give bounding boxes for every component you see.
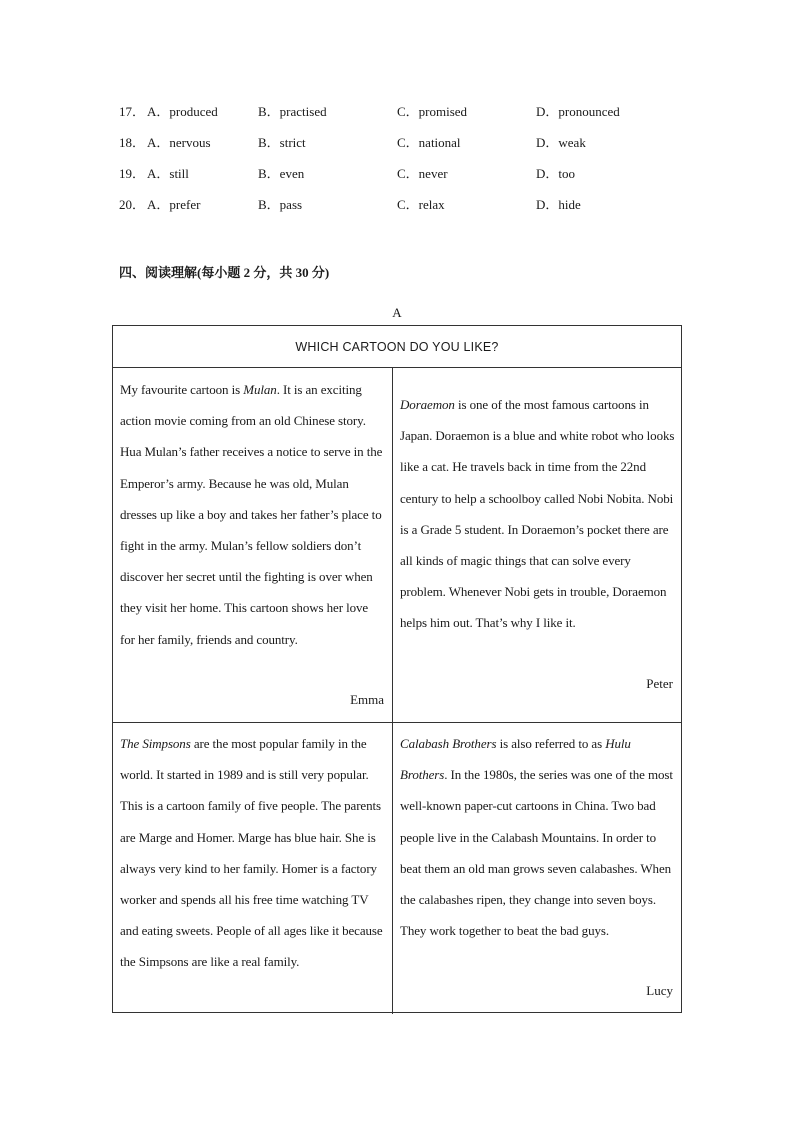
cartoon-title: Doraemon	[400, 397, 455, 412]
emma-text: My favourite cartoon is Mulan. It is an exciting action movie coming from an old Chinese story. Hua Mulan’s father receives a notice to serve in the Emperor’s army. Because he was old, Mulan dresses up like a boy and takes her father’s place to fight in the army. Mulan’s fellow soldiers don’t discover her secret until the fighting is over when they visit her home. This cartoon shows her love for her family, friends and country.	[120, 382, 383, 647]
option-b: B．strict	[258, 135, 306, 150]
passage-label: A	[392, 305, 402, 320]
question-number: 20．	[119, 197, 146, 212]
lucy-cell	[393, 728, 683, 946]
option-c: C．promised	[397, 104, 468, 119]
question-number: 18．	[119, 135, 146, 150]
option-c: C．never	[397, 166, 448, 181]
cartoon-table	[112, 325, 682, 1013]
option-d: D．pronounced	[536, 104, 620, 119]
cartoon-title: Mulan	[243, 382, 277, 397]
option-a: A．prefer	[147, 197, 201, 212]
simpsons-text: The Simpsons are the most popular family in the world. It started in 1989 and is still very popular. This is a cartoon family of five people. The parents are Marge and Homer. Marge has blue hair. She is always very kind to her family. Homer is a factory worker and spends all his free time watching TV and eating sweets. People of all ages like it because the Simpsons are like a real family.	[120, 736, 383, 970]
simpsons-cell	[113, 728, 392, 978]
option-c: C．national	[397, 135, 461, 150]
peter-text: Doraemon is one of the most famous cartoons in Japan. Doraemon is a blue and white robot who looks like a cat. He travels back in time from the 22nd century to help a schoolboy called Nobi Nobita. Nobi is a Grade 5 student. In Doraemon’s pocket there are all kinds of magic things that can solve every problem. Whenever Nobi gets in trouble, Doraemon helps him out. That’s why I like it.	[400, 397, 675, 631]
row-divider	[113, 722, 681, 723]
peter-name: Peter	[646, 676, 673, 691]
lucy-text: Calabash Brothers is also referred to as Hulu Brothers. In the 1980s, the series was one of the most well-known paper-cut cartoons in China. Two bad people live in the Calabash Mountains. In order to beat them an old man grows seven calabashes. When the calabashes ripen, they change into seven boys. They work together to beat the bad guys.	[400, 736, 673, 939]
option-b: B．practised	[258, 104, 327, 119]
question-number: 19．	[119, 166, 146, 181]
option-d: D．weak	[536, 135, 586, 150]
option-b: B．even	[258, 166, 305, 181]
emma-cell	[113, 374, 392, 655]
cartoon-title-alt: Hulu Brothers	[400, 736, 631, 783]
section-title: 四、阅读理解(每小题 2 分，共 30 分)	[119, 265, 330, 280]
option-a: A．produced	[147, 104, 218, 119]
option-a: A．nervous	[147, 135, 211, 150]
emma-name: Emma	[350, 692, 384, 707]
option-d: D．hide	[536, 197, 581, 212]
option-c: C．relax	[397, 197, 445, 212]
lucy-name: Lucy	[646, 983, 673, 998]
question-number: 17．	[119, 104, 146, 119]
option-d: D．too	[536, 166, 576, 181]
peter-cell	[393, 389, 683, 639]
option-b: B．pass	[258, 197, 303, 212]
option-a: A．still	[147, 166, 189, 181]
cartoon-title: Calabash Brothers	[400, 736, 497, 751]
table-title: WHICH CARTOON DO YOU LIKE?	[113, 326, 681, 368]
cartoon-title: The Simpsons	[120, 736, 191, 751]
